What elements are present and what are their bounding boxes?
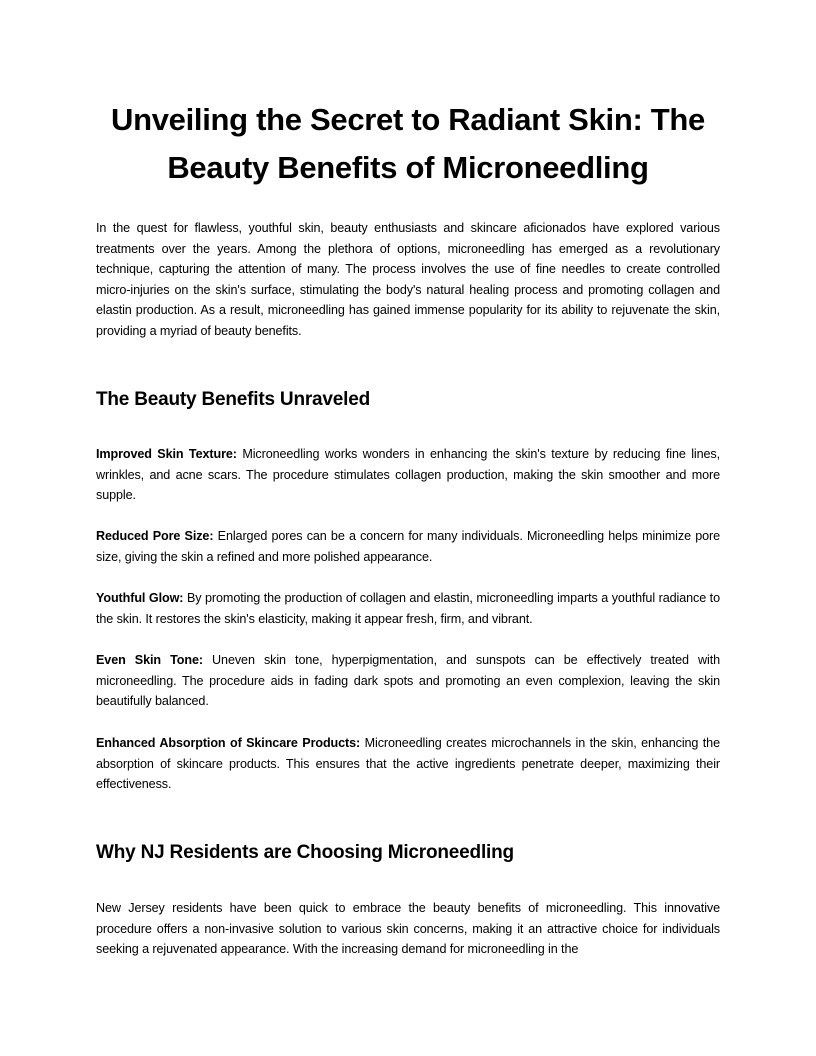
section-heading-nj: Why NJ Residents are Choosing Microneedling <box>96 842 514 863</box>
intro-paragraph: In the quest for flawless, youthful skin, beauty enthusiasts and skincare aficionados have explored various treatments over the years. Among the plethora of options, microneedling has emerged as a revolutionary technique, capturing the attention of many. The process involves the use of fine needles to create controlled micro-injuries on the skin's surface, stimulating the body's natural healing process and promoting collagen and elastin production. As a result, microneedling has gained immense popularity for its ability to rejuvenate the skin, providing a myriad of beauty benefits. <box>96 221 720 338</box>
benefit-label: Improved Skin Texture: <box>96 447 237 461</box>
benefit-text: Uneven skin tone, hyperpigmentation, and sunspots can be effectively treated with microneedling. The procedure aids in fading dark spots and promoting an even complexion, leaving the skin beautifully balanced. <box>96 653 720 709</box>
section-heading-benefits: The Beauty Benefits Unraveled <box>96 389 371 410</box>
benefit-paragraph <box>96 526 720 567</box>
benefit-text: By promoting the production of collagen and elastin, microneedling imparts a youthful radiance to the skin. It restores the skin's elasticity, making it appear fresh, firm, and vibrant. <box>96 591 720 626</box>
benefit-paragraph <box>96 444 720 506</box>
benefit-label: Reduced Pore Size: <box>96 529 214 543</box>
benefit-label: Enhanced Absorption of Skincare Products: <box>96 736 361 750</box>
page-title: Unveiling the Secret to Radiant Skin: The Beauty Benefits of Microneedling <box>110 102 706 185</box>
benefit-text: Microneedling creates microchannels in the skin, enhancing the absorption of skincare products. This ensures that the active ingredients penetrate deeper, maximizing their effectiveness. <box>96 736 720 792</box>
nj-paragraph: New Jersey residents have been quick to embrace the beauty benefits of microneedling. This innovative procedure offers a non-invasive solution to various skin concerns, making it an attractive choice for individuals seeking a rejuvenated appearance. With the increasing demand for microneedling in the <box>96 901 720 957</box>
benefit-paragraph <box>96 650 720 712</box>
benefit-text: Microneedling works wonders in enhancing the skin's texture by reducing fine lines, wrinkles, and acne scars. The procedure stimulates collagen production, making the skin smoother and more supple. <box>96 447 720 503</box>
benefit-paragraph <box>96 588 720 629</box>
benefit-label: Youthful Glow: <box>96 591 184 605</box>
benefit-label: Even Skin Tone: <box>96 653 203 667</box>
benefit-text: Enlarged pores can be a concern for many individuals. Microneedling helps minimize pore size, giving the skin a refined and more polished appearance. <box>96 529 720 564</box>
benefit-paragraph <box>96 733 720 795</box>
